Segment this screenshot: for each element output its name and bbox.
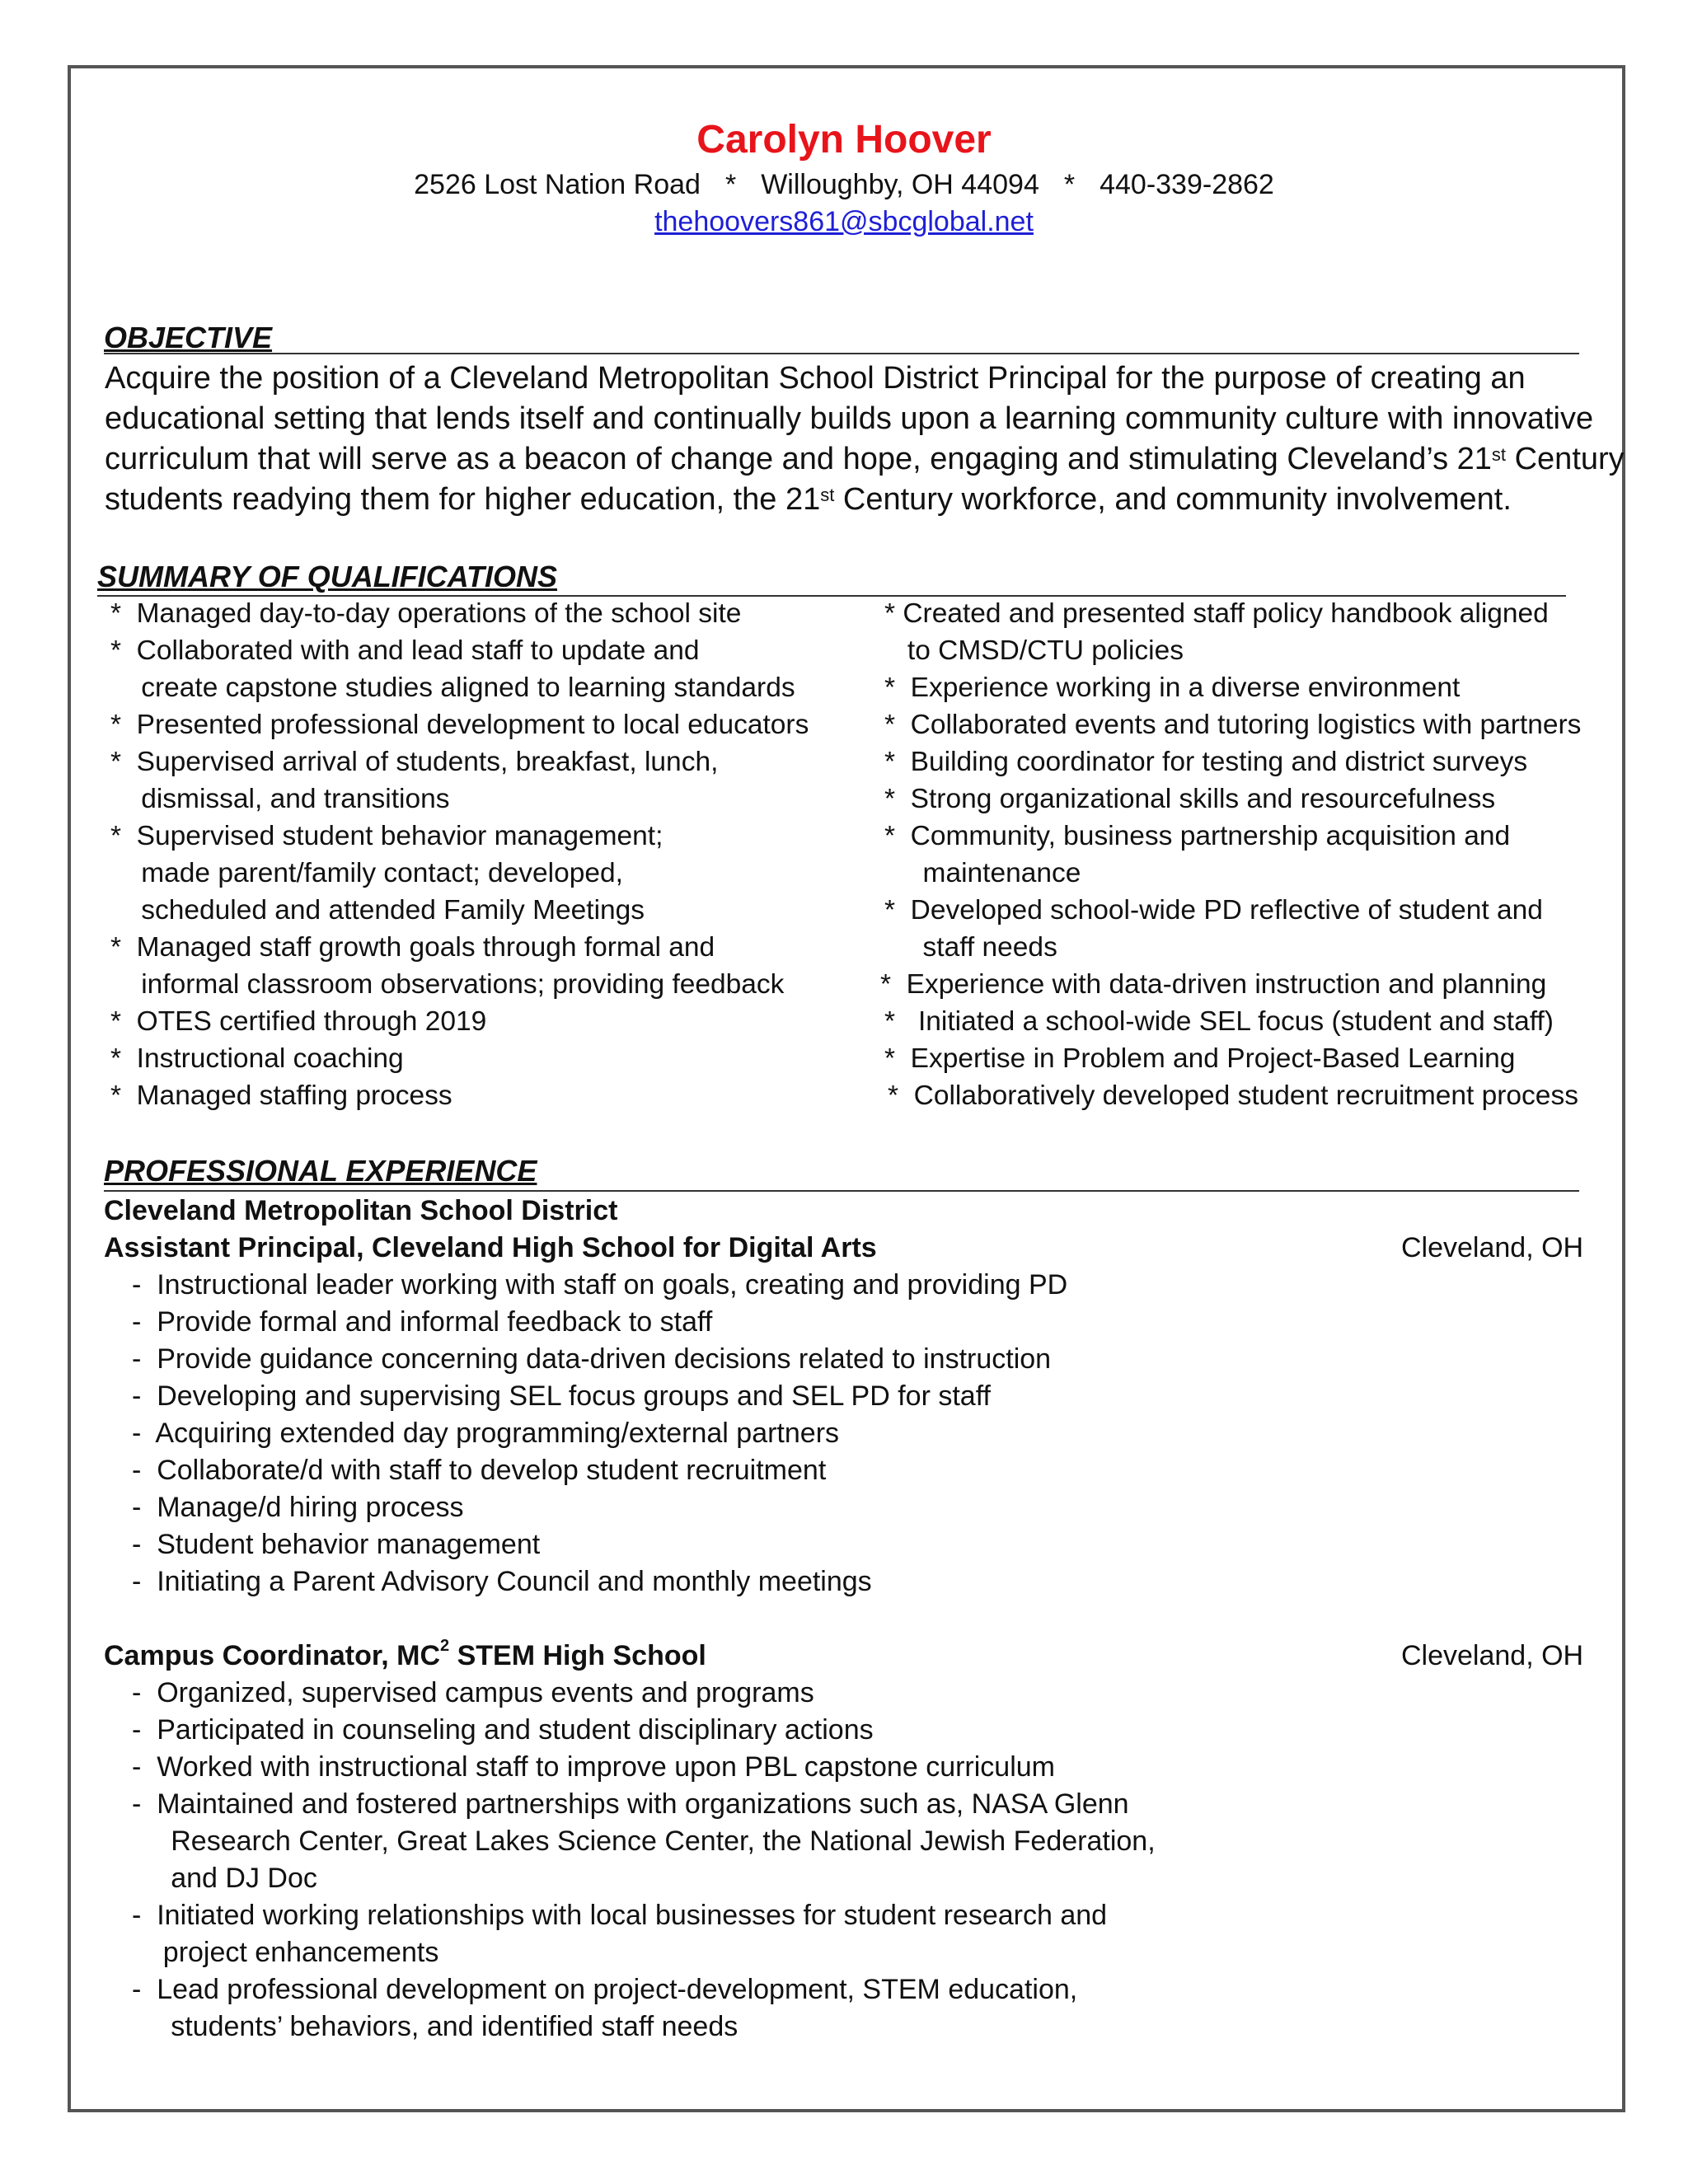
job-duty: - Maintained and fostered partnerships with organizations such as, NASA Glenn — [132, 1788, 1129, 1820]
email-link[interactable]: thehoovers861@sbcglobal.net — [654, 206, 1034, 237]
job-title: Campus Coordinator, $MC^2$ STEM High School — [104, 1637, 706, 1671]
qualifications-heading: SUMMARY OF QUALIFICATIONS — [97, 560, 557, 593]
job-duty: - Developing and supervising SEL focus groups and SEL PD for staff — [132, 1380, 991, 1412]
qualification-item: * Building coordinator for testing and district surveys — [884, 747, 1528, 777]
phone-number: 440-339-2862 — [1100, 169, 1274, 200]
qualification-item: * Created and presented staff policy handbook aligned — [884, 598, 1549, 629]
qualification-item: * Community, business partnership acquisition and — [884, 821, 1511, 851]
qualification-item: * Managed staff growth goals through formal and — [110, 932, 715, 963]
qualification-item: * Developed school-wide PD reflective of student and — [884, 895, 1543, 926]
objective-line: Acquire the position of a Cleveland Metropolitan School District Principal for the purpose of creating an — [105, 361, 1526, 396]
qualification-item: informal classroom observations; providing feedback — [110, 969, 785, 1000]
job-duty: - Organized, supervised campus events and programs — [132, 1677, 814, 1708]
objective-line: educational setting that lends itself and continually builds upon a learning community culture with innovative — [105, 401, 1594, 436]
address: 2526 Lost Nation Road — [414, 169, 701, 200]
job-location: Cleveland, OH — [1401, 1640, 1584, 1671]
job-duty: - Provide guidance concerning data-driven decisions related to instruction — [132, 1343, 1052, 1375]
job-duty: - Lead professional development on project-development, STEM education, — [132, 1974, 1078, 2005]
qualification-item: * Collaboratively developed student recruitment process — [888, 1080, 1578, 1111]
contact-line — [0, 169, 1688, 201]
employer-name: Cleveland Metropolitan School District — [104, 1195, 618, 1226]
job-duty: - Instructional leader working with staff on goals, creating and providing PD — [132, 1269, 1068, 1301]
qualification-item: maintenance — [884, 858, 1081, 888]
qualification-item: * Strong organizational skills and resourcefulness — [884, 784, 1496, 814]
qualification-item: * Supervised student behavior management; — [110, 821, 663, 851]
qualification-item: * Experience with data-driven instruction and planning — [880, 969, 1547, 1000]
qualification-item: to CMSD/CTU policies — [884, 635, 1184, 666]
job-duty: - Student behavior management — [132, 1529, 541, 1560]
section-rule — [104, 353, 1579, 354]
job-duty: students’ behaviors, and identified staff needs — [132, 2011, 738, 2042]
job-duty: - Initiated working relationships with local businesses for student research and — [132, 1900, 1108, 1931]
qualification-item: create capstone studies aligned to learning standards — [110, 673, 795, 703]
qualification-item: scheduled and attended Family Meetings — [110, 895, 645, 926]
job-location: Cleveland, OH — [1401, 1232, 1584, 1263]
qualification-item: * Managed day-to-day operations of the school site — [110, 598, 742, 629]
job-duty: - Participated in counseling and student disciplinary actions — [132, 1714, 874, 1746]
section-rule — [104, 1190, 1579, 1192]
qualification-item: * Managed staffing process — [110, 1080, 452, 1111]
qualification-item: * Collaborated events and tutoring logistics with partners — [884, 710, 1582, 740]
qualification-item: * Instructional coaching — [110, 1043, 404, 1074]
objective-line: students readying them for higher education, the 21st Century workforce, and community involvement. — [105, 482, 1512, 517]
qualification-item: * OTES certified through 2019 — [110, 1006, 487, 1037]
qualification-item: * Expertise in Problem and Project-Based Learning — [884, 1043, 1516, 1074]
section-rule — [97, 595, 1566, 597]
separator: * — [1063, 169, 1076, 200]
city-state-zip: Willoughby, OH 44094 — [761, 169, 1039, 200]
separator: * — [724, 169, 737, 200]
email-line — [0, 206, 1688, 238]
qualification-item: * Presented professional development to local educators — [110, 710, 809, 740]
qualification-item: made parent/family contact; developed, — [110, 858, 623, 888]
candidate-name: Carolyn Hoover — [696, 118, 992, 162]
qualification-item: staff needs — [884, 932, 1057, 963]
job-duty: - Initiating a Parent Advisory Council and monthly meetings — [132, 1566, 872, 1597]
objective-line: curriculum that will serve as a beacon of change and hope, engaging and stimulating Cleveland’s 21st Century — [105, 442, 1625, 476]
job-duty: - Manage/d hiring process — [132, 1492, 464, 1523]
objective-heading: OBJECTIVE — [104, 321, 273, 354]
job-duty: and DJ Doc — [132, 1863, 317, 1894]
job-duty: - Acquiring extended day programming/external partners — [132, 1418, 840, 1449]
qualification-item: * Initiated a school-wide SEL focus (student and staff) — [884, 1006, 1554, 1037]
job-title: Assistant Principal, Cleveland High School for Digital Arts — [104, 1232, 877, 1263]
job-duty: - Worked with instructional staff to improve upon PBL capstone curriculum — [132, 1751, 1055, 1783]
qualification-item: * Collaborated with and lead staff to update and — [110, 635, 700, 666]
job-duty: - Collaborate/d with staff to develop student recruitment — [132, 1455, 827, 1486]
job-duty: project enhancements — [132, 1937, 439, 1968]
job-duty: - Provide formal and informal feedback to staff — [132, 1306, 713, 1338]
qualification-item: * Supervised arrival of students, breakfast, lunch, — [110, 747, 719, 777]
experience-heading: PROFESSIONAL EXPERIENCE — [104, 1154, 537, 1188]
job-duty: Research Center, Great Lakes Science Center, the National Jewish Federation, — [132, 1825, 1156, 1857]
qualification-item: dismissal, and transitions — [110, 784, 450, 814]
qualification-item: * Experience working in a diverse environment — [884, 673, 1461, 703]
